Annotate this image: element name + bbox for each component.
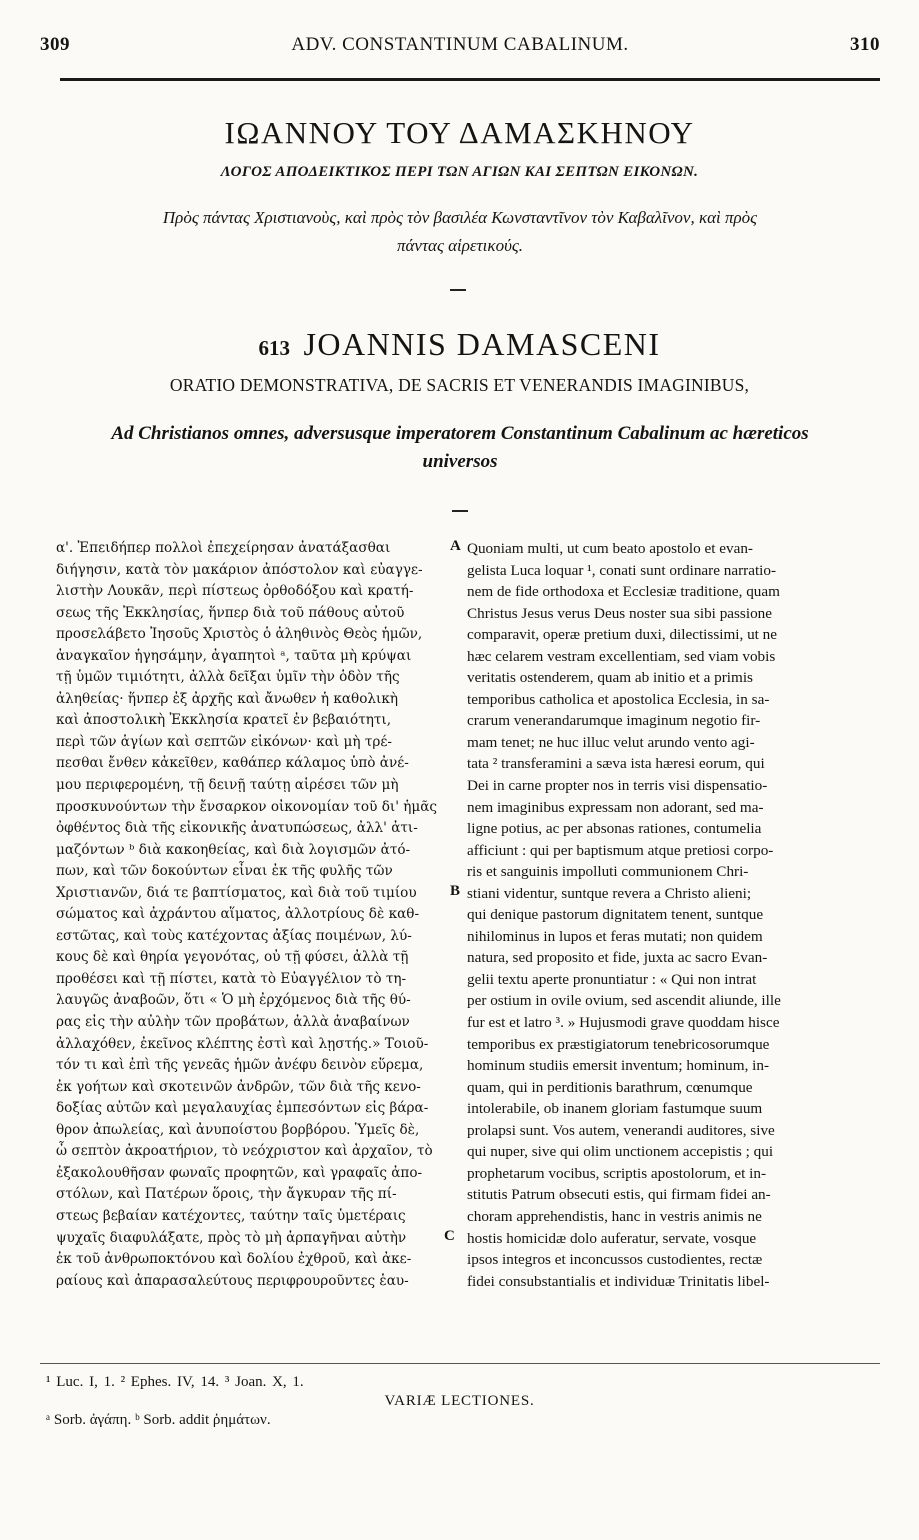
greek-dedication-line: Πρὸς πάντας Χριστιανοὺς, καὶ πρὸς τὸν βασιλέα Κωνσταντῖνον τὸν Καβαλῖνον, καὶ πρὸς — [162, 208, 758, 227]
text-line: mam tenet; ne huc illuc velut arundo vento agi- — [467, 733, 755, 751]
text-line: nem imaginibus expressam non adorant, sed ma- — [467, 798, 764, 816]
text-line: θρον ἀπωλείας, καὶ ἀνυποίστου βορβόρου. Ὑμεῖς δὲ, — [56, 1121, 420, 1138]
margin-letter: B — [450, 883, 461, 899]
text-line: comparavit, operæ pretium duxi, dilectissimi, ut ne — [467, 626, 778, 644]
text-line: περὶ τῶν ἁγίων καὶ σεπτῶν εἰκόνων· καὶ μὴ τρέ- — [56, 733, 392, 750]
text-line: α'. Ἐπειδήπερ πολλοὶ ἐπεχείρησαν ἀνατάξασθαι — [56, 540, 391, 556]
text-line: fidei consubstantialis et individuæ Trinitatis libel- — [467, 1272, 770, 1290]
text-line: natura, sed proposito et fide, juxta ac sacro Evan- — [467, 949, 768, 967]
text-line: stiani videntur, suntque revera a Christo alieni; — [467, 884, 752, 902]
text-line: temporibus ex præstigiatorum tenebricosorumque — [467, 1035, 770, 1053]
text-line: ipsos integros et inconcussos custodientes, rectæ — [467, 1251, 763, 1269]
text-line: intolerabile, ob inanem gloriam fastumque suum — [467, 1100, 763, 1118]
latin-column — [467, 538, 879, 1292]
text-line: ἀληθείας· ἥνπερ ἐξ ἀρχῆς καὶ ἄνωθεν ἡ καθολικὴ — [56, 690, 398, 707]
text-line: ψυχαῖς διαφυλάξατε, πρὸς τὸ μὴ ἁρπαγῆναι αὐτὴν — [56, 1229, 407, 1246]
footnote-rule — [40, 1363, 880, 1364]
variae-lectiones-heading: VARIÆ LECTIONES. — [384, 1393, 535, 1409]
text-line: προθέσει καὶ τῇ πίστει, κατὰ τὸ Εὐαγγέλιον τὸ τη- — [56, 970, 407, 987]
text-line: qui denique pastorum dignitatem tenent, suntque — [467, 906, 764, 924]
latin-dedication-line: universos — [422, 451, 498, 472]
text-line: nihilominus in lupos et feras mutati; non quidem — [467, 927, 763, 945]
text-line: nem de fide orthodoxa et Ecclesiæ traditione, quam — [467, 583, 780, 601]
text-line: ἐκ γοήτων καὶ σκοτεινῶν ἀνδρῶν, τῶν διὰ τῆς κενο- — [56, 1078, 421, 1095]
text-line: πεσθαι ἔνθεν κἀκεῖθεν, καθάπερ κάλαμος ὑπὸ ἀνέ- — [56, 755, 409, 772]
text-line: ligne potius, ac per absonas rationes, contumelia — [467, 820, 762, 838]
greek-title: ΙΩΑΝΝΟΥ ΤΟΥ ΔΑΜΑΣΚΗΝΟΥ — [224, 115, 695, 150]
text-line: Dei in carne propter nos in terris visi dispensatio- — [467, 777, 768, 795]
text-line: crarum venerandarumque imaginum negotio fir- — [467, 712, 761, 730]
greek-dedication — [80, 204, 840, 260]
running-head — [40, 34, 880, 64]
text-line: ἐξακολουθῆσαν φωναῖς προφητῶν, καὶ γραφαῖς ἀπο- — [56, 1164, 423, 1181]
text-line: στόλων, καὶ Πατέρων ὅροις, τὴν ἄγκυραν τῆς πί- — [56, 1186, 397, 1203]
text-line: ὀφθέντος διὰ τῆς εἰκονικῆς ἀνατυπώσεως, ἀλλ' ἀτι- — [56, 820, 418, 837]
header-rule — [60, 78, 880, 81]
variant-readings: ᵃ Sorb. ἀγάπη. ᵇ Sorb. addit ῥημάτων. — [46, 1412, 271, 1428]
text-line: μου περιφερομένη, τῇ δεινῇ ταύτῃ αἱρέσει τῶν μὴ — [56, 777, 399, 794]
text-line: afficiunt : qui per baptismum atque pretiosi corpo- — [467, 841, 774, 859]
text-line: εστῶτας, καὶ τοὺς κατέχοντας ἀξίας ποιμένων, λύ- — [56, 927, 412, 944]
text-line: veritatis ostenderem, quam ab initio et a primis — [467, 669, 753, 687]
section-dash — [452, 510, 468, 512]
text-line: Quoniam multi, ut cum beato apostolo et evan- — [467, 540, 753, 557]
text-line: προσκυνούντων τὴν ἔνσαρκον οἰκονομίαν τοῦ δι' ἡμᾶς — [56, 798, 438, 815]
text-line: temporibus catholica et apostolica Ecclesia, in sa- — [467, 690, 770, 708]
margin-letter: A — [450, 538, 461, 554]
running-title: ADV. CONSTANTINUM CABALINUM. — [291, 34, 629, 55]
text-line: gelii textu aperte pronuntiatur : « Qui non intrat — [467, 970, 757, 988]
text-line: μαζόντων ᵇ διὰ κακοηθείας, καὶ διὰ λογισμῶν ἀτό- — [56, 841, 411, 858]
text-line: κους δὲ καὶ θηρία γεγονότας, οὐ τῇ φύσει, ἀλλὰ τῇ — [56, 949, 409, 966]
text-line: ρας εἰς τὴν αὐλὴν τῶν προβάτων, ἀλλὰ ἀναβαίνων — [56, 1014, 410, 1031]
text-line: qui nuper, sive qui olim unctionem accepistis ; qui — [467, 1143, 774, 1161]
text-line: ραίους καὶ ἀπαρασαλεύτους περιφρουροῦντες ἑαυ- — [56, 1272, 409, 1289]
text-line: ἐκ τοῦ ἀνθρωποκτόνου καὶ δολίου ἐχθροῦ, καὶ ἀκε- — [56, 1251, 412, 1268]
text-line: λιστὴν Λουκᾶν, περὶ πίστεως ὀρθοδόξου καὶ κρατή- — [56, 583, 414, 600]
text-line: τόν τι καὶ ἐπὶ τῆς γενεᾶς ἡμῶν ἀνέφυ δεινὸν εὕρεμα, — [56, 1057, 424, 1074]
greek-column — [56, 538, 448, 1292]
text-line: διήγησιν, κατὰ τὸν μακάριον ἀπόστολον καὶ εὐαγγε- — [56, 561, 423, 578]
text-line: prophetarum vocibus, scriptis apostolorum, et in- — [467, 1164, 767, 1182]
text-line: πων, καὶ τῶν δοκούντων εἶναι ἐκ τῆς φυλῆς τῶν — [56, 863, 393, 880]
text-line: hostis homicidæ dolo auferatur, servate, vosque — [467, 1229, 757, 1247]
text-line: ἀναγκαῖον ἡγησάμην, ἀγαπητοὶ ᵃ, ταῦτα μὴ κρύψαι — [56, 647, 412, 664]
latin-title-line — [0, 326, 919, 363]
page-number-left: 309 — [40, 34, 70, 55]
text-line: στεως βεβαίαν κατέχοντες, ταύτην ταῖς ὑμετέραις — [56, 1207, 406, 1224]
text-line: σώματος καὶ ἀχράντου αἵματος, ἀλλοτρίους δὲ καθ- — [56, 906, 420, 923]
text-line: δοξίας αὐτῶν καὶ μεγαλαυχίας ἐμπεσόντων εἰς βάρα- — [56, 1100, 429, 1117]
margin-letter: C — [444, 1228, 455, 1244]
text-line: choram apprehendistis, hanc in vestris animis ne — [467, 1207, 762, 1225]
text-line: σεως τῆς Ἐκκλησίας, ἥνπερ διὰ τοῦ πάθους αὐτοῦ — [56, 604, 405, 621]
text-line: ἀλλαχόθεν, ἐκεῖνος κλέπτης ἐστὶ καὶ λῃστής.» Τοιοῦ- — [56, 1035, 429, 1052]
text-line: Χριστιανῶν, διά τε βαπτίσματος, καὶ διὰ τοῦ τιμίου — [56, 884, 417, 901]
text-line: λαυγῶς ἀναβοῶν, ὅτι « Ὁ μὴ ἐρχόμενος διὰ τῆς θύ- — [56, 992, 411, 1009]
scripture-footnotes: ¹ Luc. I, 1. ² Ephes. IV, 14. ³ Joan. X, 1. — [46, 1374, 304, 1390]
latin-title: JOANNIS DAMASCENI — [303, 326, 661, 362]
greek-dedication-line: πάντας αἱρετικούς. — [396, 236, 524, 255]
text-line: prolapsi sunt. Vos autem, venerandi auditores, sive — [467, 1121, 775, 1139]
text-line: ὦ σεπτὸν ἀκροατήριον, τὸ νεόχριστον καὶ ἀρχαῖον, τὸ — [56, 1143, 433, 1160]
latin-subtitle: ORATIO DEMONSTRATIVA, DE SACRIS ET VENERANDIS IMAGINIBUS, — [169, 375, 750, 395]
latin-dedication — [30, 420, 890, 476]
section-dash — [450, 289, 466, 291]
text-line: hominum studiis emersit inventum; hominum, in- — [467, 1057, 770, 1075]
column-number: 613 — [258, 336, 290, 360]
text-line: tata ² transferamini a sæva ista hæresi eorum, qui — [467, 755, 765, 773]
latin-dedication-line: Ad Christianos omnes, adversusque imperatorem Constantinum Cabalinum ac hæreticos — [111, 423, 809, 444]
text-line: per ostium in ovile ovium, sed ascendit aliunde, ille — [467, 992, 781, 1010]
text-line: προσελάβετο Ἰησοῦς Χριστὸς ὁ ἀληθινὸς Θεὸς ἡμῶν, — [56, 626, 423, 643]
greek-subtitle: ΛΟΓΟΣ ΑΠΟΔΕΙΚΤΙΚΟΣ ΠΕΡΙ ΤΩΝ ΑΓΙΩΝ ΚΑΙ ΣΕΠΤΩΝ ΕΙΚΟΝΩΝ. — [220, 164, 699, 180]
text-line: fur est et latro ³. » Hujusmodi grave quoddam hisce — [467, 1014, 780, 1032]
text-line: τῇ ὑμῶν τιμιότητι, ἀλλὰ δεῖξαι ὑμῖν τὴν ὁδὸν τῆς — [56, 669, 400, 686]
text-line: Christus Jesus verus Deus noster sua sibi passione — [467, 604, 772, 622]
text-line: stitutis Patrum obsecuti estis, qui firmam fidei an- — [467, 1186, 771, 1204]
page-number-right: 310 — [850, 34, 880, 55]
text-line: quam, qui in perditionis barathrum, cœnumque — [467, 1078, 753, 1096]
text-line: hæc celarem vestram excellentiam, sed viam vobis — [467, 647, 776, 665]
text-line: καὶ ἀποστολικὴ Ἐκκλησία κρατεῖ ἐν βεβαιότητι, — [56, 712, 392, 729]
text-line: gelista Luca loquar ¹, conati sunt ordinare narratio- — [467, 561, 777, 579]
text-line: ris et sanguinis impolluti communionem Chri- — [467, 863, 749, 881]
